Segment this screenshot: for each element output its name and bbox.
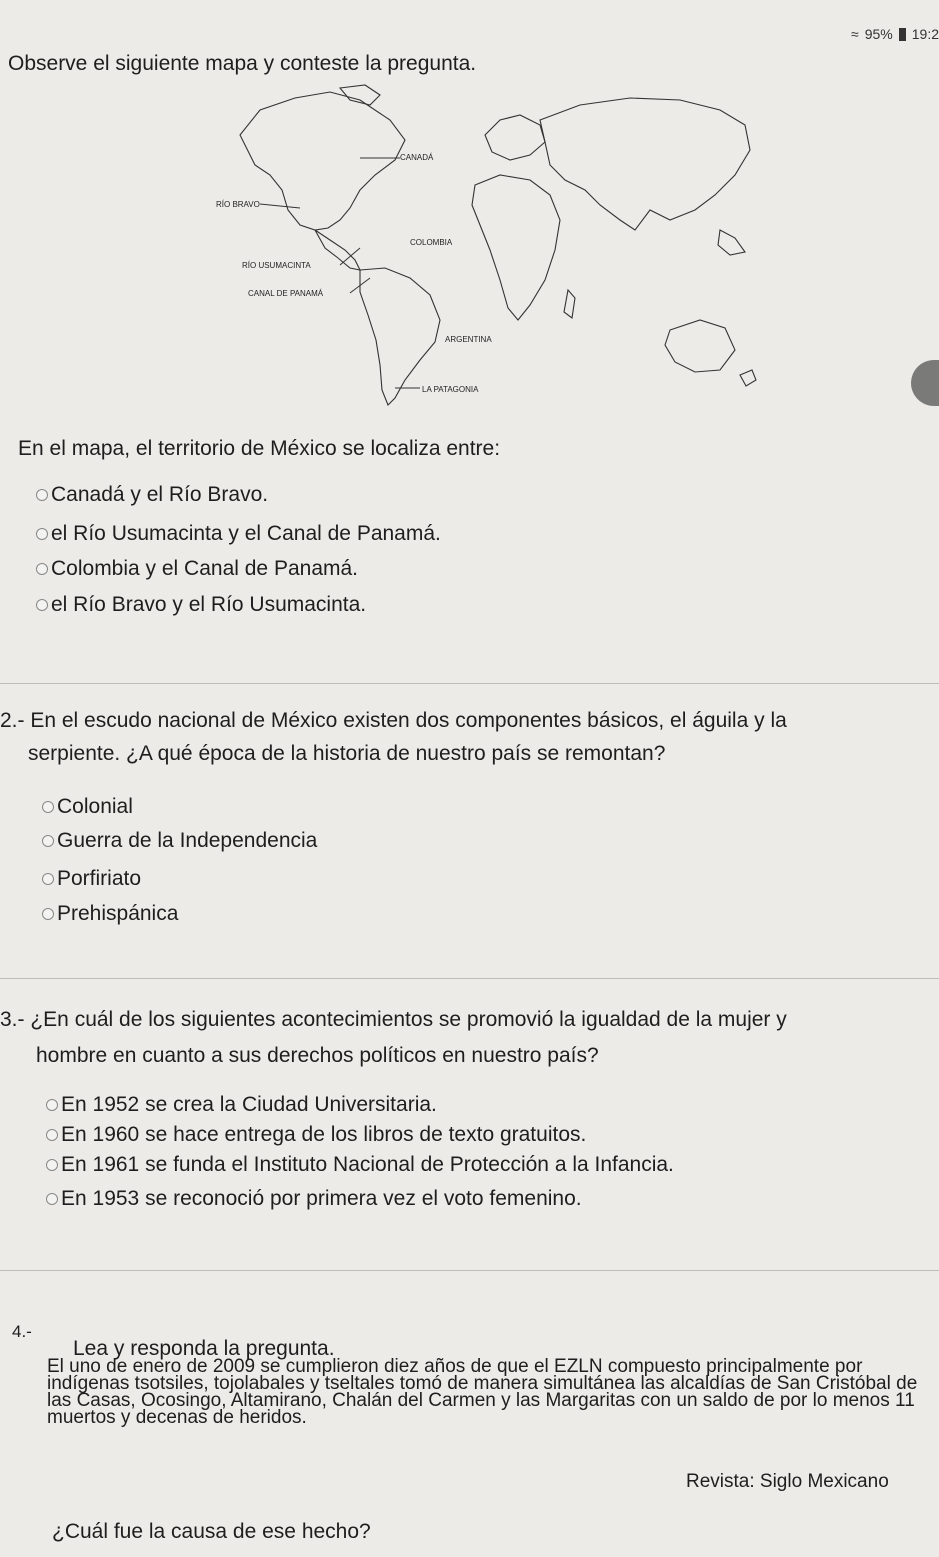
map-label-canada: CANADÁ (400, 153, 434, 162)
world-map (200, 80, 790, 415)
battery-icon (899, 28, 906, 41)
q3-option-4[interactable]: En 1953 se reconoció por primera vez el voto femenino. (46, 1187, 582, 1211)
q1-option-2[interactable]: el Río Usumacinta y el Canal de Panamá. (36, 522, 441, 546)
radio-icon[interactable] (42, 908, 54, 920)
q4-source: Revista: Siglo Mexicano (686, 1471, 889, 1492)
q3-text-line1: 3.- ¿En cuál de los siguientes acontecimientos se promovió la igualdad de la mujer y (0, 1008, 787, 1031)
scroll-handle[interactable] (911, 360, 939, 406)
map-label-rio-bravo: RÍO BRAVO (216, 200, 260, 209)
battery-level: 95% (864, 26, 893, 42)
q2-option-3[interactable]: Porfiriato (42, 867, 141, 891)
divider (0, 978, 939, 979)
q1-question: En el mapa, el territorio de México se localiza entre: (18, 437, 501, 460)
radio-icon[interactable] (42, 801, 54, 813)
q4-question: ¿Cuál fue la causa de ese hecho? (52, 1520, 371, 1543)
radio-icon[interactable] (46, 1099, 58, 1111)
q1-option-3[interactable]: Colombia y el Canal de Panamá. (36, 557, 358, 581)
radio-icon[interactable] (36, 528, 48, 540)
q4-number: 4.- (12, 1322, 32, 1341)
status-bar (851, 26, 939, 42)
q3-text-line2: hombre en cuanto a sus derechos políticos en nuestro país? (36, 1044, 599, 1067)
q4-passage: El uno de enero de 2009 se cumplieron diez años de que el EZLN compuesto principalmente por indígenas tsotsiles, tojolabales y tseltales tomó de manera simultánea las alcaldías de San Cristóbal de las Casas, Ocosingo, Altamirano, Chalán del Carmen y las Margaritas con un saldo de por lo menos 11 muertos y decenas de heridos. (47, 1356, 918, 1428)
q3-option-3[interactable]: En 1961 se funda el Instituto Nacional de Protección a la Infancia. (46, 1153, 674, 1177)
divider (0, 1270, 939, 1271)
q2-option-1[interactable]: Colonial (42, 795, 133, 819)
q2-option-2[interactable]: Guerra de la Independencia (42, 829, 317, 853)
wifi-icon: ≈ (851, 26, 859, 42)
map-label-colombia: COLOMBIA (410, 238, 453, 247)
q2-text-line1: 2.- En el escudo nacional de México existen dos componentes básicos, el águila y la (0, 709, 787, 732)
radio-icon[interactable] (46, 1193, 58, 1205)
radio-icon[interactable] (36, 489, 48, 501)
divider (0, 683, 939, 684)
map-label-canal-panama: CANAL DE PANAMÁ (248, 289, 324, 298)
q4-intro: Lea y responda la pregunta. (73, 1337, 335, 1360)
map-label-rio-usumacinta: RÍO USUMACINTA (242, 261, 311, 270)
radio-icon[interactable] (36, 599, 48, 611)
radio-icon[interactable] (46, 1129, 58, 1141)
q3-option-1[interactable]: En 1952 se crea la Ciudad Universitaria. (46, 1093, 437, 1117)
q1-option-4[interactable]: el Río Bravo y el Río Usumacinta. (36, 593, 366, 617)
q2-option-4[interactable]: Prehispánica (42, 902, 178, 926)
map-label-patagonia: LA PATAGONIA (422, 385, 479, 394)
q3-option-2[interactable]: En 1960 se hace entrega de los libros de texto gratuitos. (46, 1123, 586, 1147)
radio-icon[interactable] (42, 835, 54, 847)
q1-option-1[interactable]: Canadá y el Río Bravo. (36, 483, 268, 507)
radio-icon[interactable] (46, 1159, 58, 1171)
q1-intro: Observe el siguiente mapa y conteste la pregunta. (8, 52, 477, 75)
q2-text-line2: serpiente. ¿A qué época de la historia de nuestro país se remontan? (28, 742, 666, 765)
radio-icon[interactable] (42, 873, 54, 885)
clock: 19:2 (911, 26, 939, 42)
map-label-argentina: ARGENTINA (445, 335, 492, 344)
radio-icon[interactable] (36, 563, 48, 575)
